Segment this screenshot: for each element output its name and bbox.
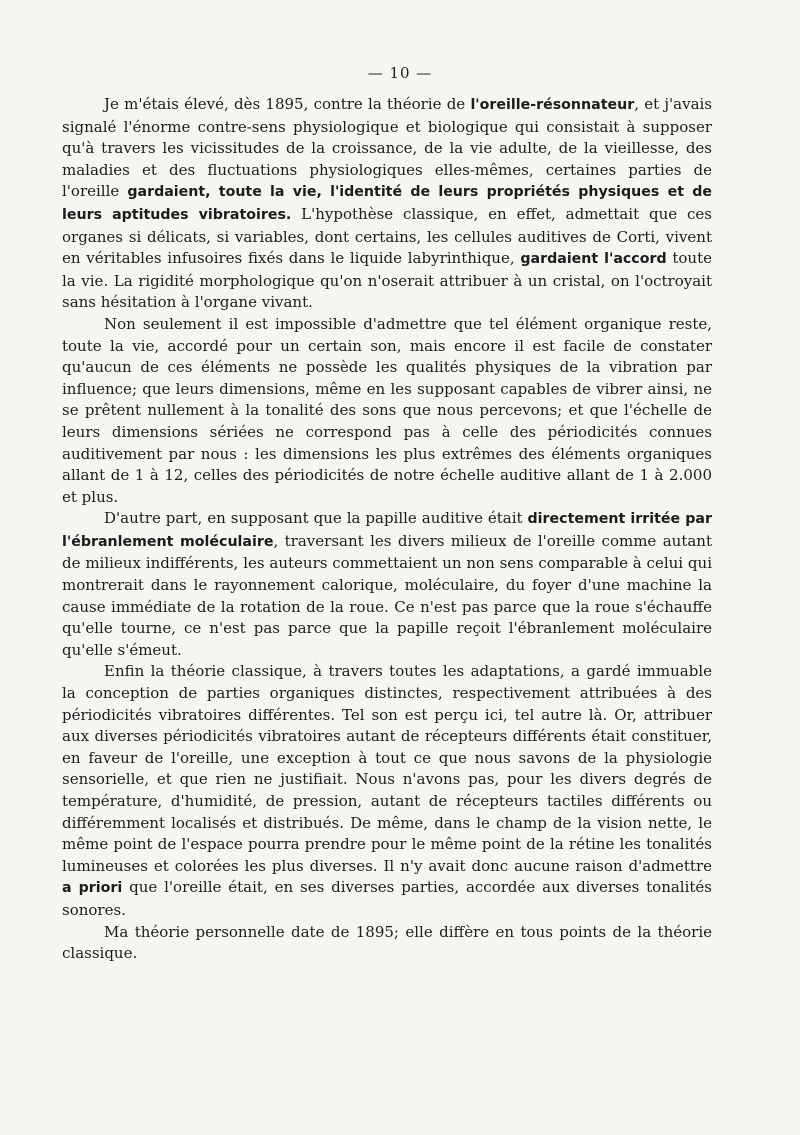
paragraph	[62, 661, 712, 921]
body-text	[62, 94, 712, 965]
text-run: L'hypothèse classique, en effet, admettait que ces organes si délicats, si variables, dont certains, les cellules auditives de Corti, vivent en véritables infusoires fixés dans le liquide labyrinthique,	[62, 204, 712, 268]
bold-text-run: directement irritée par l'ébranlement moléculaire	[62, 511, 712, 550]
text-run: Ma théorie personnelle date de 1895; elle diffère en tous points de la théorie classique.	[62, 922, 712, 963]
text-run: Enfin la théorie classique, à travers toutes les adaptations, a gardé immuable la conception de parties organiques distinctes, respectivement attribuées à des périodicités vibratoires différentes. Tel son est perçu ici, tel autre là. Or, attribuer aux diverses périodicités vibratoires autant de récepteurs différents était constituer, en faveur de l'oreille, une exception à tout ce que nous savons de la physiologie sensorielle, et que rien ne justifiait. Nous n'avons pas, pour les divers degrés de température, d'humidité, de pression, autant de récepteurs tactiles différents ou différemment localisés et distribués. De même, dans le champ de la vision nette, le même point de l'espace pourra prendre pour le même point de la rétine les tonalités lumineuses et colorées les plus diverses. Il n'y avait donc aucune raison d'admettre	[62, 662, 712, 875]
paragraph	[62, 508, 712, 661]
text-run: , traversant les divers milieux de l'oreille comme autant de milieux indifférents, les auteurs commettaient un non sens comparable à celui qui montrerait dans le rayonnement calorique, moléculaire, du foyer d'une machine la cause immédiate de la rotation de la roue. Ce n'est pas parce que la roue s'échauffe qu'elle tourne, ce n'est pas parce que la papille reçoit l'ébranlement moléculaire qu'elle s'émeut.	[62, 531, 712, 659]
bold-text-run: gardaient l'accord	[520, 251, 667, 268]
paragraph	[62, 314, 712, 508]
paragraph	[62, 94, 712, 314]
text-run: Non seulement il est impossible d'admettre que tel élément organique reste, toute la vie, accordé pour un certain son, mais encore il est facile de constater qu'aucun de ces éléments ne possède les qualités physiques de la vibration par influence; que leurs dimensions, même en les supposant capables de vibrer ainsi, ne se prêtent nullement à la tonalité des sons que nous percevons; et que l'échelle de leurs dimensions sériées ne correspond pas à celle des périodicités connues auditivement par nous : les dimensions les plus extrêmes des éléments organiques allant de 1 à 12, celles des périodicités de notre échelle auditive allant de 1 à 2.000 et plus.	[62, 314, 712, 506]
text-run: Je m'étais élevé, dès 1895, contre la théorie de	[104, 95, 471, 113]
bold-text-run: l'oreille-résonnateur	[470, 97, 635, 113]
page-number: — 10 —	[367, 64, 433, 82]
text-run: D'autre part, en supposant que la papille auditive était	[104, 509, 528, 528]
text-run: que l'oreille était, en ses diverses parties, accordée aux diverses tonalités sonores.	[62, 878, 712, 919]
bold-text-run: gardaient, toute la vie, l'identité de leurs propriétés physiques et de leurs aptitudes vibratoires.	[62, 184, 712, 223]
text-run: toute la vie. La rigidité morphologique qu'on n'oserait attribuer à un cristal, on l'octroyait sans hésitation à l'organe vivant.	[62, 249, 712, 312]
paragraph	[62, 922, 712, 965]
text-run: , et j'avais signalé l'énorme contre-sens physiologique et biologique qui consistait à supposer qu'à travers les vicissitudes de la croissance, de la vie adulte, de la vieillesse, des maladies et des fluctuations physiologiques elles-mêmes, certaines parties de l'oreille	[62, 95, 713, 201]
bold-text-run: a priori	[62, 880, 123, 897]
